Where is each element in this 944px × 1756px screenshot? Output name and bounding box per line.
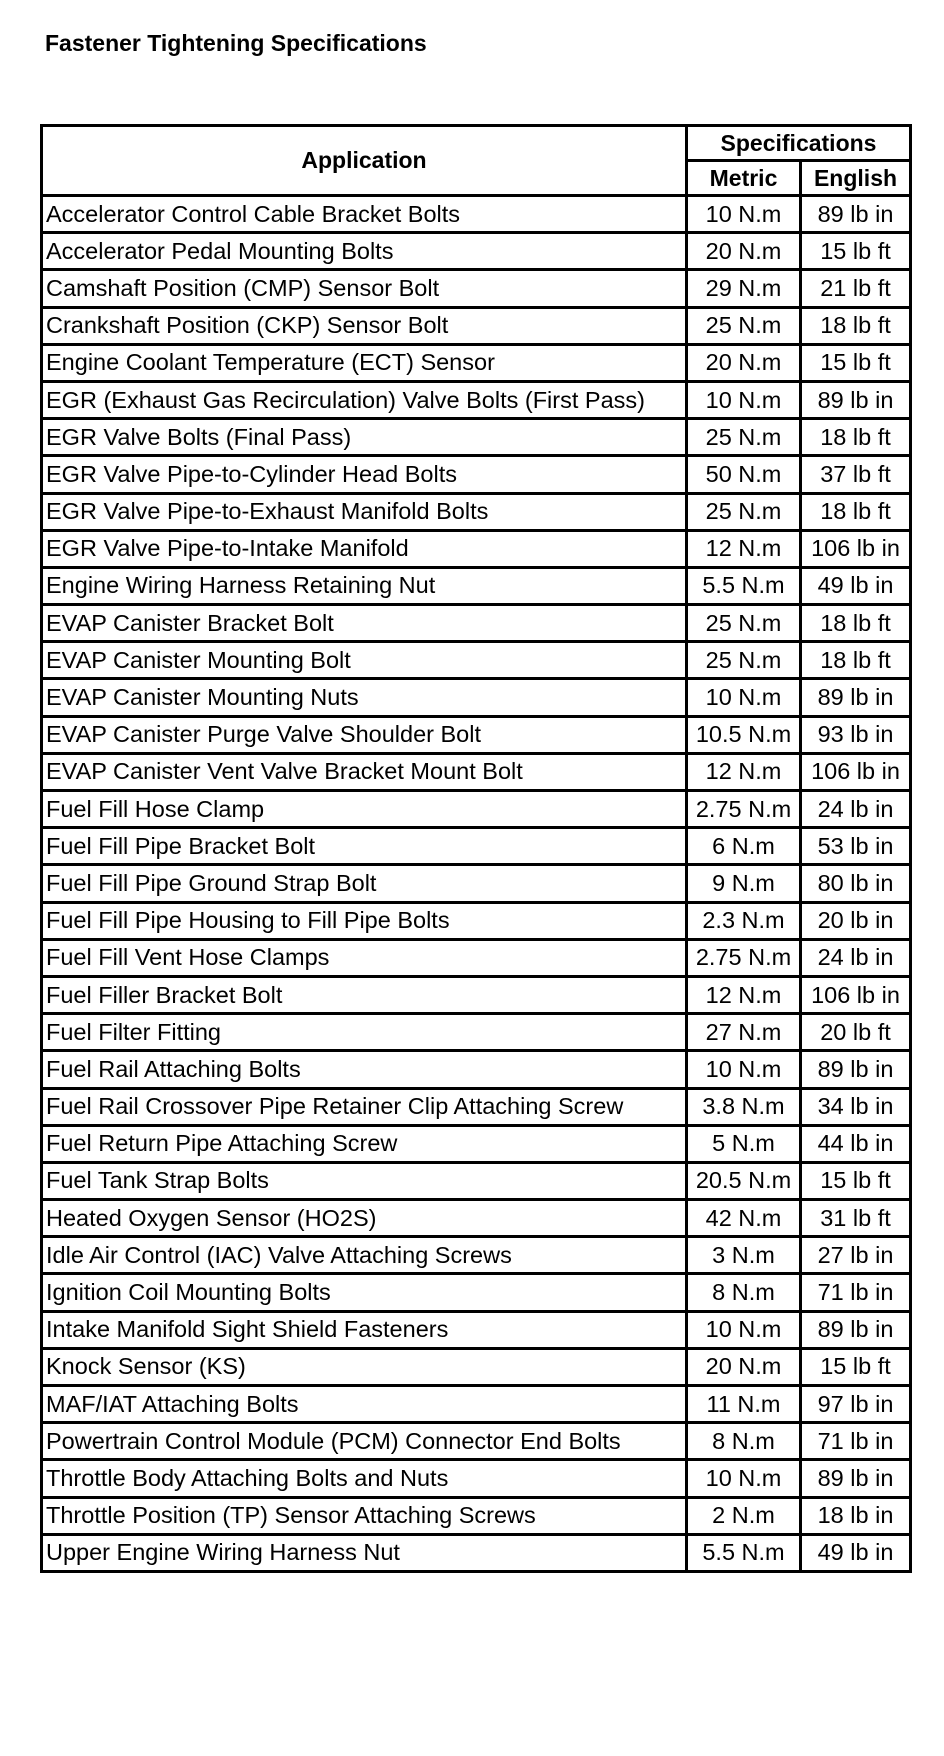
header-english: English <box>801 161 911 196</box>
table-row <box>42 1311 911 1348</box>
cell-english: 37 lb ft <box>801 456 911 493</box>
cell-english: 15 lb ft <box>801 1162 911 1199</box>
cell-application: Fuel Fill Hose Clamp <box>42 791 687 828</box>
header-specifications: Specifications <box>687 126 911 161</box>
table-row <box>42 419 911 456</box>
table-row <box>42 456 911 493</box>
cell-english: 27 lb in <box>801 1237 911 1274</box>
cell-application: Fuel Filter Fitting <box>42 1014 687 1051</box>
cell-metric: 8 N.m <box>687 1423 801 1460</box>
table-row <box>42 605 911 642</box>
cell-metric: 12 N.m <box>687 976 801 1013</box>
cell-english: 106 lb in <box>801 976 911 1013</box>
cell-application: Powertrain Control Module (PCM) Connector End Bolts <box>42 1423 687 1460</box>
cell-english: 18 lb in <box>801 1497 911 1534</box>
cell-application: EGR Valve Pipe-to-Cylinder Head Bolts <box>42 456 687 493</box>
cell-application: Fuel Fill Pipe Bracket Bolt <box>42 828 687 865</box>
cell-metric: 29 N.m <box>687 270 801 307</box>
cell-metric: 3.8 N.m <box>687 1088 801 1125</box>
cell-english: 89 lb in <box>801 1051 911 1088</box>
cell-application: Ignition Coil Mounting Bolts <box>42 1274 687 1311</box>
cell-application: EGR Valve Pipe-to-Exhaust Manifold Bolts <box>42 493 687 530</box>
table-row <box>42 1534 911 1571</box>
cell-english: 89 lb in <box>801 196 911 233</box>
cell-english: 44 lb in <box>801 1125 911 1162</box>
cell-application: EVAP Canister Vent Valve Bracket Mount Bolt <box>42 753 687 790</box>
cell-metric: 12 N.m <box>687 753 801 790</box>
table-body <box>42 196 911 1572</box>
cell-metric: 25 N.m <box>687 307 801 344</box>
table-row <box>42 1162 911 1199</box>
cell-english: 49 lb in <box>801 567 911 604</box>
cell-metric: 20.5 N.m <box>687 1162 801 1199</box>
table-row <box>42 1088 911 1125</box>
cell-metric: 10 N.m <box>687 1051 801 1088</box>
cell-application: Fuel Fill Pipe Ground Strap Bolt <box>42 865 687 902</box>
table-row <box>42 1274 911 1311</box>
cell-application: EVAP Canister Mounting Nuts <box>42 679 687 716</box>
cell-metric: 10 N.m <box>687 1460 801 1497</box>
cell-english: 21 lb ft <box>801 270 911 307</box>
cell-metric: 5 N.m <box>687 1125 801 1162</box>
cell-metric: 11 N.m <box>687 1386 801 1423</box>
cell-metric: 8 N.m <box>687 1274 801 1311</box>
cell-application: Fuel Rail Attaching Bolts <box>42 1051 687 1088</box>
cell-english: 93 lb in <box>801 716 911 753</box>
cell-english: 18 lb ft <box>801 307 911 344</box>
table-row <box>42 567 911 604</box>
cell-metric: 20 N.m <box>687 344 801 381</box>
cell-application: Fuel Return Pipe Attaching Screw <box>42 1125 687 1162</box>
cell-english: 18 lb ft <box>801 605 911 642</box>
table-row <box>42 753 911 790</box>
fastener-spec-table <box>40 124 912 1573</box>
cell-application: EGR (Exhaust Gas Recirculation) Valve Bolts (First Pass) <box>42 381 687 418</box>
cell-metric: 10 N.m <box>687 1311 801 1348</box>
cell-english: 89 lb in <box>801 1460 911 1497</box>
table-row <box>42 716 911 753</box>
cell-application: Throttle Position (TP) Sensor Attaching Screws <box>42 1497 687 1534</box>
cell-metric: 25 N.m <box>687 419 801 456</box>
cell-metric: 25 N.m <box>687 493 801 530</box>
cell-metric: 6 N.m <box>687 828 801 865</box>
cell-english: 18 lb ft <box>801 419 911 456</box>
cell-application: Heated Oxygen Sensor (HO2S) <box>42 1200 687 1237</box>
cell-application: MAF/IAT Attaching Bolts <box>42 1386 687 1423</box>
cell-english: 71 lb in <box>801 1274 911 1311</box>
cell-metric: 25 N.m <box>687 605 801 642</box>
cell-metric: 9 N.m <box>687 865 801 902</box>
table-row <box>42 828 911 865</box>
cell-english: 106 lb in <box>801 530 911 567</box>
table-row <box>42 1497 911 1534</box>
cell-metric: 12 N.m <box>687 530 801 567</box>
table-row <box>42 1125 911 1162</box>
table-row <box>42 307 911 344</box>
table-row <box>42 1051 911 1088</box>
table-row <box>42 679 911 716</box>
cell-english: 71 lb in <box>801 1423 911 1460</box>
table-row <box>42 1200 911 1237</box>
cell-application: EVAP Canister Bracket Bolt <box>42 605 687 642</box>
cell-application: EGR Valve Pipe-to-Intake Manifold <box>42 530 687 567</box>
cell-application: Fuel Fill Vent Hose Clamps <box>42 939 687 976</box>
table-row <box>42 902 911 939</box>
table-row <box>42 1237 911 1274</box>
cell-application: Intake Manifold Sight Shield Fasteners <box>42 1311 687 1348</box>
cell-metric: 5.5 N.m <box>687 1534 801 1571</box>
cell-application: Fuel Rail Crossover Pipe Retainer Clip Attaching Screw <box>42 1088 687 1125</box>
cell-application: Accelerator Control Cable Bracket Bolts <box>42 196 687 233</box>
cell-metric: 2.75 N.m <box>687 939 801 976</box>
table-row <box>42 865 911 902</box>
cell-metric: 10 N.m <box>687 196 801 233</box>
cell-application: EGR Valve Bolts (Final Pass) <box>42 419 687 456</box>
cell-english: 89 lb in <box>801 381 911 418</box>
cell-english: 31 lb ft <box>801 1200 911 1237</box>
cell-application: Idle Air Control (IAC) Valve Attaching Screws <box>42 1237 687 1274</box>
cell-application: Upper Engine Wiring Harness Nut <box>42 1534 687 1571</box>
cell-english: 15 lb ft <box>801 233 911 270</box>
cell-application: Knock Sensor (KS) <box>42 1348 687 1385</box>
cell-english: 80 lb in <box>801 865 911 902</box>
table-row <box>42 344 911 381</box>
cell-metric: 42 N.m <box>687 1200 801 1237</box>
cell-english: 97 lb in <box>801 1386 911 1423</box>
cell-metric: 2 N.m <box>687 1497 801 1534</box>
cell-english: 89 lb in <box>801 1311 911 1348</box>
cell-english: 49 lb in <box>801 1534 911 1571</box>
cell-english: 18 lb ft <box>801 642 911 679</box>
header-metric: Metric <box>687 161 801 196</box>
table-row <box>42 381 911 418</box>
cell-english: 34 lb in <box>801 1088 911 1125</box>
cell-metric: 10.5 N.m <box>687 716 801 753</box>
cell-english: 24 lb in <box>801 791 911 828</box>
table-row <box>42 939 911 976</box>
cell-application: Engine Coolant Temperature (ECT) Sensor <box>42 344 687 381</box>
cell-english: 89 lb in <box>801 679 911 716</box>
cell-metric: 27 N.m <box>687 1014 801 1051</box>
table-row <box>42 233 911 270</box>
table-row <box>42 1348 911 1385</box>
table-row <box>42 493 911 530</box>
cell-application: Accelerator Pedal Mounting Bolts <box>42 233 687 270</box>
table-row <box>42 196 911 233</box>
cell-metric: 50 N.m <box>687 456 801 493</box>
table-row <box>42 1014 911 1051</box>
cell-metric: 10 N.m <box>687 381 801 418</box>
table-row <box>42 1423 911 1460</box>
cell-english: 18 lb ft <box>801 493 911 530</box>
header-application: Application <box>42 126 687 196</box>
cell-application: EVAP Canister Purge Valve Shoulder Bolt <box>42 716 687 753</box>
cell-metric: 5.5 N.m <box>687 567 801 604</box>
cell-metric: 2.75 N.m <box>687 791 801 828</box>
cell-english: 15 lb ft <box>801 344 911 381</box>
cell-metric: 3 N.m <box>687 1237 801 1274</box>
cell-application: Fuel Tank Strap Bolts <box>42 1162 687 1199</box>
table-row <box>42 1386 911 1423</box>
table-row <box>42 976 911 1013</box>
cell-application: Throttle Body Attaching Bolts and Nuts <box>42 1460 687 1497</box>
cell-metric: 20 N.m <box>687 233 801 270</box>
cell-english: 53 lb in <box>801 828 911 865</box>
cell-english: 20 lb in <box>801 902 911 939</box>
table-row <box>42 642 911 679</box>
cell-english: 106 lb in <box>801 753 911 790</box>
cell-metric: 2.3 N.m <box>687 902 801 939</box>
cell-english: 15 lb ft <box>801 1348 911 1385</box>
cell-english: 20 lb ft <box>801 1014 911 1051</box>
table-row <box>42 1460 911 1497</box>
cell-metric: 10 N.m <box>687 679 801 716</box>
table-row <box>42 791 911 828</box>
cell-application: Camshaft Position (CMP) Sensor Bolt <box>42 270 687 307</box>
page-title: Fastener Tightening Specifications <box>45 30 427 56</box>
cell-application: Engine Wiring Harness Retaining Nut <box>42 567 687 604</box>
cell-metric: 25 N.m <box>687 642 801 679</box>
cell-metric: 20 N.m <box>687 1348 801 1385</box>
cell-application: Fuel Filler Bracket Bolt <box>42 976 687 1013</box>
table-row <box>42 270 911 307</box>
cell-application: Crankshaft Position (CKP) Sensor Bolt <box>42 307 687 344</box>
table-row <box>42 530 911 567</box>
cell-english: 24 lb in <box>801 939 911 976</box>
cell-application: EVAP Canister Mounting Bolt <box>42 642 687 679</box>
cell-application: Fuel Fill Pipe Housing to Fill Pipe Bolts <box>42 902 687 939</box>
